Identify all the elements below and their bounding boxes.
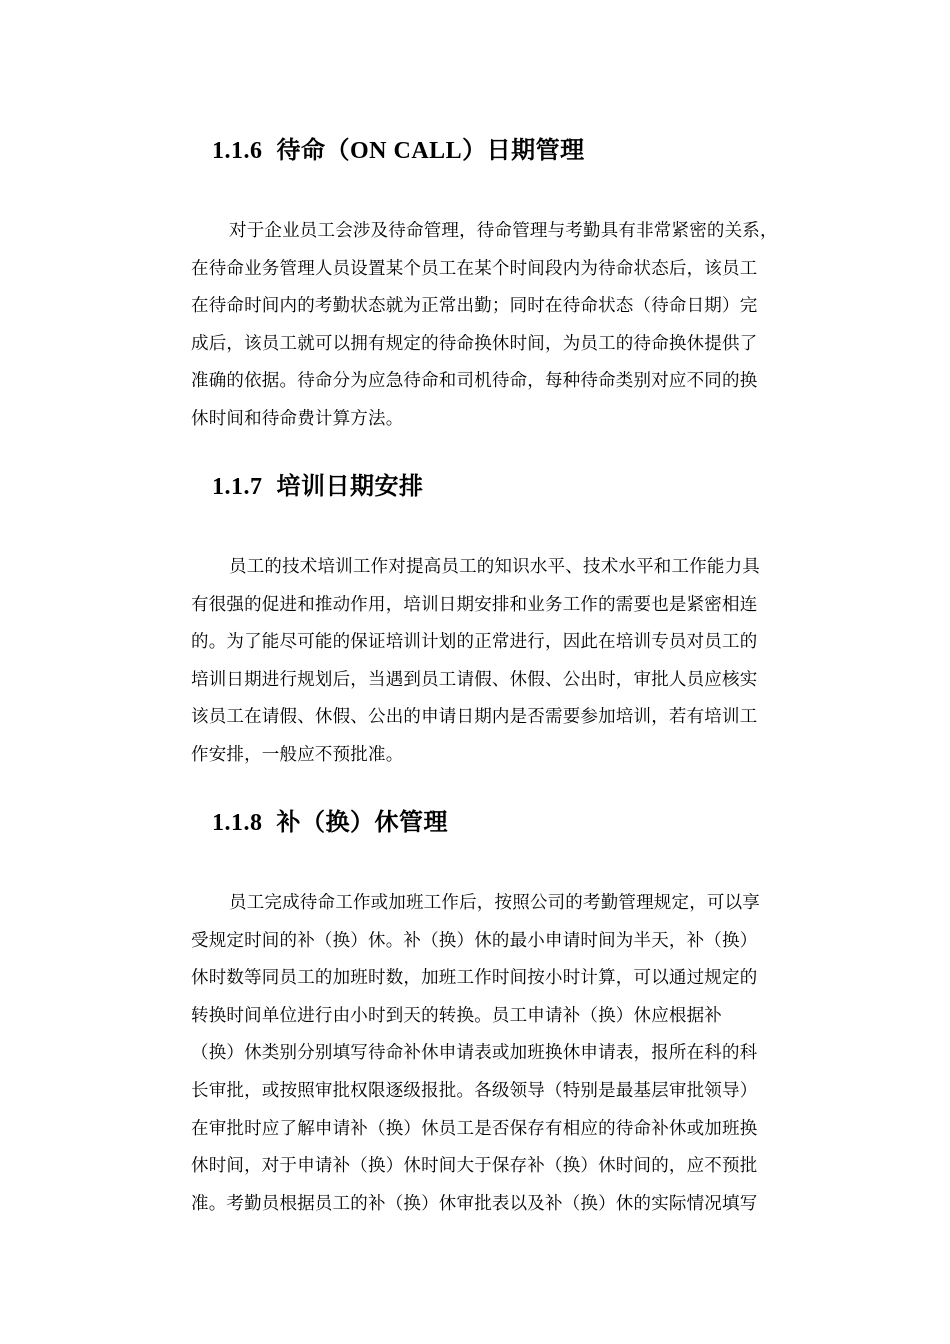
section-number: 1.1.7 — [212, 474, 263, 500]
paragraph-line: 作安排，一般应不预批准。 — [191, 744, 404, 765]
paragraph-line: 休时间，对于申请补（换）休时间大于保存补（换）休时间的，应不预批 — [191, 1156, 758, 1177]
paragraph-line: 在审批时应了解申请补（换）休员工是否保存有相应的待命补休或加班换 — [191, 1118, 758, 1139]
section-title: 待命（ON CALL）日期管理 — [276, 138, 585, 164]
paragraph-line: 休时数等同员工的加班时数，加班工作时间按小时计算，可以通过规定的 — [191, 968, 758, 989]
paragraph-line: 员工完成待命工作或加班工作后，按照公司的考勤管理规定，可以享 — [229, 893, 760, 913]
paragraph-line: 转换时间单位进行由小时到天的转换。员工申请补（换）休应根据补 — [191, 1005, 722, 1026]
paragraph-line: 的。为了能尽可能的保证培训计划的正常进行，因此在培训专员对员工的 — [191, 632, 758, 653]
paragraph-line: 受规定时间的补（换）休。补（换）休的最小申请时间为半天，补（换） — [191, 930, 758, 951]
paragraph-line: 休时间和待命费计算方法。 — [191, 408, 404, 429]
paragraph-line: 员工的技术培训工作对提高员工的知识水平、技术水平和工作能力具 — [229, 557, 760, 577]
paragraph-line: 成后，该员工就可以拥有规定的待命换休时间，为员工的待命换休提供了 — [191, 333, 758, 354]
paragraph-line: 培训日期进行规划后，当遇到员工请假、休假、公出时，审批人员应核实 — [191, 669, 758, 690]
section-heading-1-1-8 — [212, 808, 448, 838]
paragraph-line: 在待命业务管理人员设置某个员工在某个时间段内为待命状态后，该员工 — [191, 258, 758, 279]
paragraph-line: 该员工在请假、休假、公出的申请日期内是否需要参加培训，若有培训工 — [191, 707, 758, 728]
section-title: 补（换）休管理 — [276, 810, 448, 836]
paragraph-line: 准。考勤员根据员工的补（换）休审批表以及补（换）休的实际情况填写 — [191, 1193, 758, 1214]
section-paragraph-1-1-7 — [191, 549, 831, 775]
section-heading-1-1-6 — [212, 136, 585, 166]
paragraph-line: 对于企业员工会涉及待命管理，待命管理与考勤具有非常紧密的关系， — [229, 221, 778, 241]
paragraph-line: 长审批，或按照审批权限逐级报批。各级领导（特别是最基层审批领导） — [191, 1080, 758, 1101]
section-heading-1-1-7 — [212, 472, 424, 502]
section-paragraph-1-1-6 — [191, 213, 831, 439]
paragraph-line: 在待命时间内的考勤状态就为正常出勤；同时在待命状态（待命日期）完 — [191, 296, 758, 317]
paragraph-line: 准确的依据。待命分为应急待命和司机待命，每种待命类别对应不同的换 — [191, 371, 758, 392]
section-paragraph-1-1-8 — [191, 885, 831, 1223]
section-number: 1.1.8 — [212, 810, 263, 836]
paragraph-line: 有很强的促进和推动作用，培训日期安排和业务工作的需要也是紧密相连 — [191, 594, 758, 615]
section-number: 1.1.6 — [212, 138, 263, 164]
paragraph-line: （换）休类别分别填写待命补休申请表或加班换休申请表，报所在科的科 — [191, 1043, 758, 1064]
section-title: 培训日期安排 — [276, 474, 424, 500]
